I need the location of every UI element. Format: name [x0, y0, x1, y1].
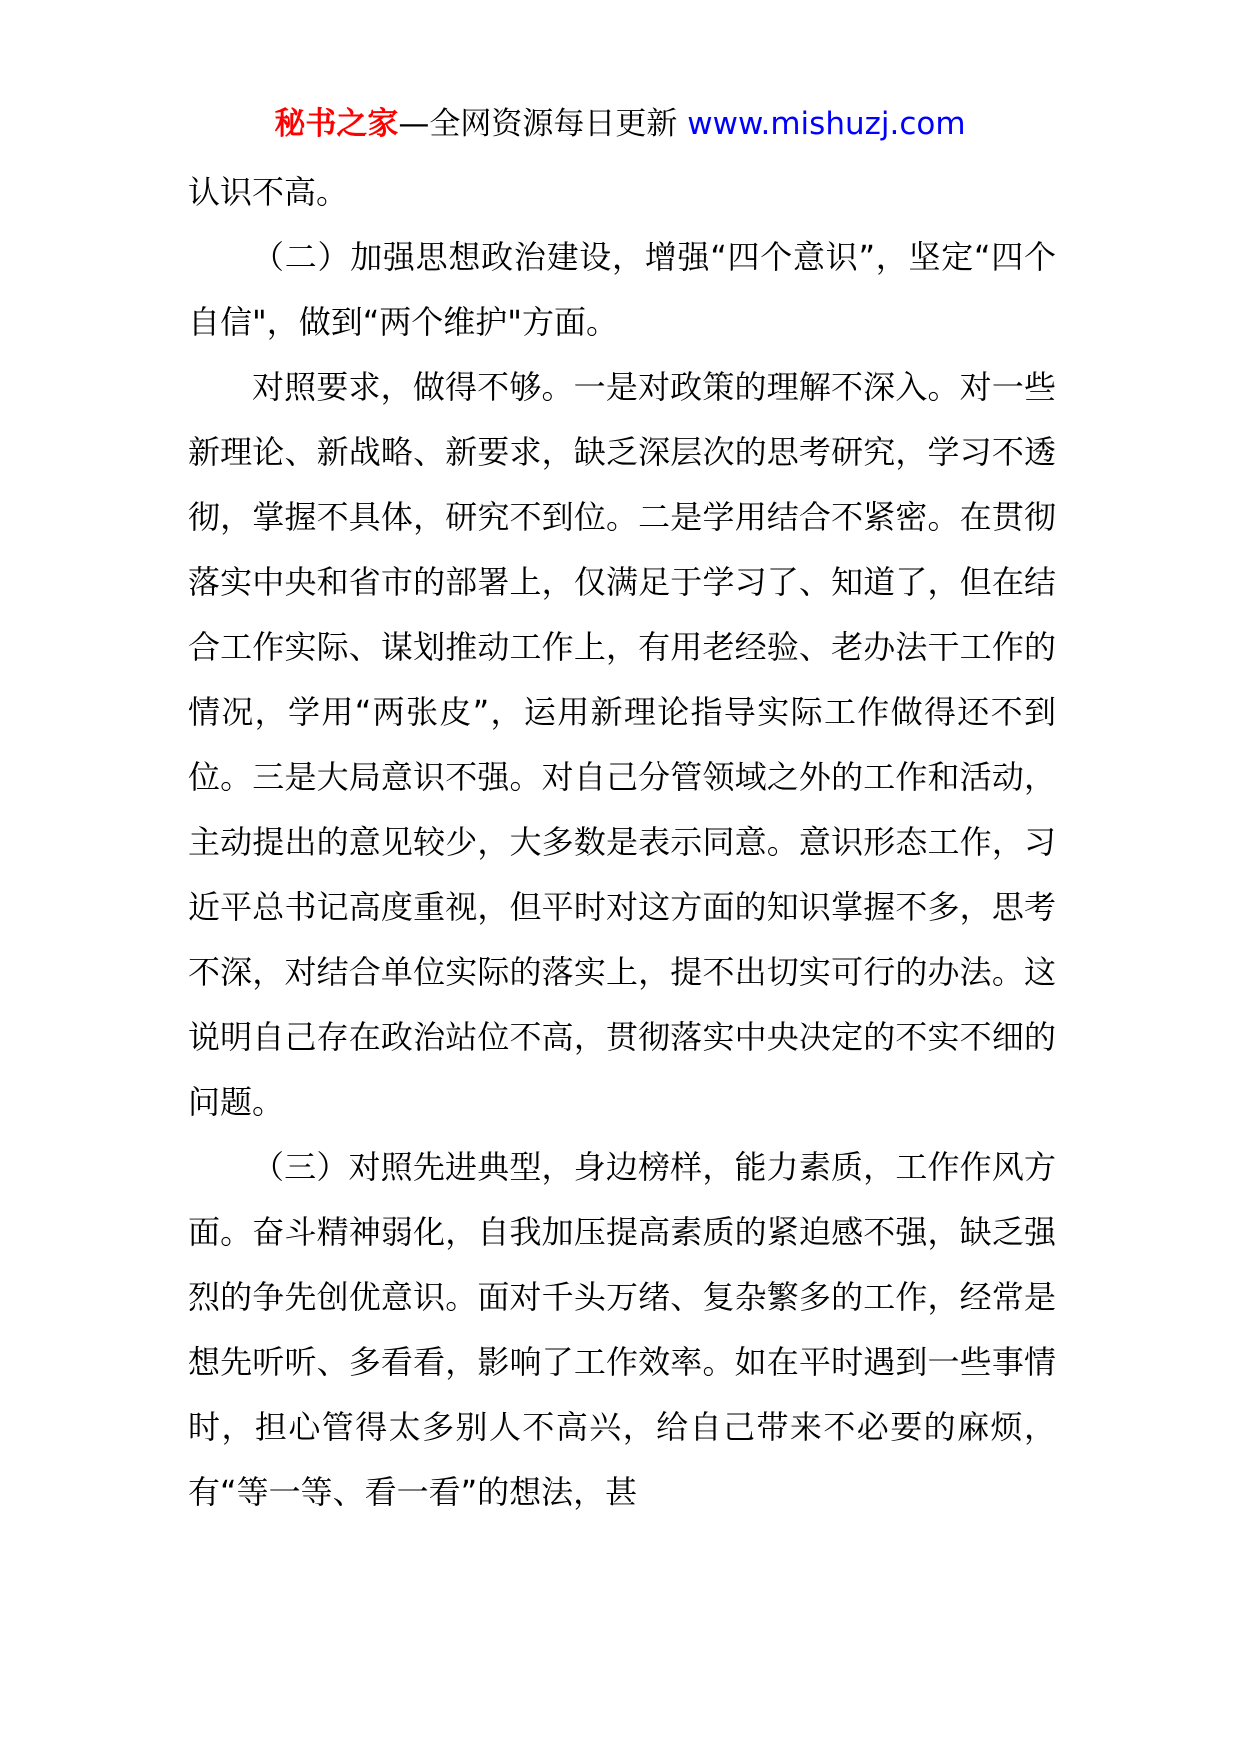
watermark-header: [0, 100, 1240, 148]
paragraph-continuation: 认识不高。: [188, 173, 349, 211]
paragraph-comparison-requirements: 对照要求，做得不够。一是对政策的理解不深入。对一些新理论、新战略、新要求，缺乏深层次的思考研究，学习不透彻，掌握不具体，研究不到位。二是学用结合不紧密。在贯彻落实中央和省市的部署上，仅满足于学习了、知道了，但在结合工作实际、谋划推动工作上，有用老经验、老办法干工作的情况，学用“两张皮”，运用新理论指导实际工作做得还不到位。三是大局意识不强。对自己分管领域之外的工作和活动，主动提出的意见较少，大多数是表示同意。意识形态工作，习近平总书记高度重视，但平时对这方面的知识掌握不多，思考不深，对结合单位实际的落实上，提不出切实可行的办法。这说明自己存在政治站位不高，贯彻落实中央决定的不实不细的问题。: [188, 368, 1056, 1121]
site-url-link[interactable]: www.mishuzj.com: [687, 106, 966, 142]
header-tagline: —全网资源每日更新: [398, 106, 678, 142]
brand-name: 秘书之家: [274, 106, 399, 142]
section-heading-three: （三）对照先进典型，身边榜样，能力素质，工作作风方面。奋斗精神弱化，自我加压提高素质的紧迫感不强，缺乏强烈的争先创优意识。面对千头万绪、复杂繁多的工作，经常是想先听听、多看看，影响了工作效率。如在平时遇到一些事情时，担心管得太多别人不高兴，给自己带来不必要的麻烦，有“等一等、看一看”的想法，甚: [188, 1148, 1056, 1511]
document-body: [188, 160, 1056, 1525]
section-heading-two: （二）加强思想政治建设，增强“四个意识”，坚定“四个自信"，做到“两个维护"方面。: [188, 238, 1056, 341]
